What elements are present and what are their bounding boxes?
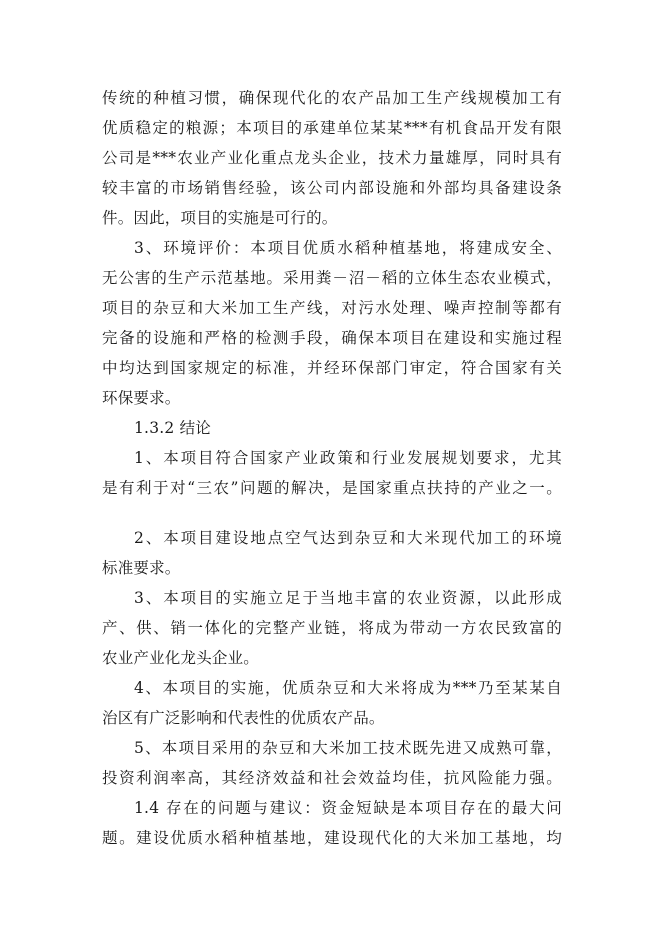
- text-line-13: 1、本项目符合国家产业政策和行业发展规划要求，尤其: [134, 449, 562, 467]
- text-line-4: 较丰富的市场销售经验，该公司内部设施和外部均具备建设条: [102, 179, 562, 197]
- text-line-23: 投资利润率高，其经济效益和社会效益均佳，抗风险能力强。: [102, 769, 562, 787]
- text-line-16: 标准要求。: [102, 559, 181, 577]
- text-line-1: 传统的种植习惯，确保现代化的农产品加工生产线规模加工有: [102, 89, 562, 107]
- text-line-21: 治区有广泛影响和代表性的优质农产品。: [102, 709, 385, 727]
- text-line-19: 农业产业化龙头企业。: [102, 649, 260, 667]
- text-line-22: 5、本项目采用的杂豆和大米加工技术既先进又成熟可靠，: [134, 739, 562, 757]
- text-line-24: 1.4 存在的问题与建议：资金短缺是本项目存在的最大问: [134, 799, 562, 817]
- text-line-8: 项目的杂豆和大米加工生产线，对污水处理、噪声控制等都有: [102, 299, 562, 317]
- text-line-10: 中均达到国家规定的标准，并经环保部门审定，符合国家有关: [102, 359, 562, 377]
- text-line-11: 环保要求。: [102, 389, 181, 407]
- text-line-5: 件。因此，项目的实施是可行的。: [102, 209, 338, 227]
- text-line-2: 优质稳定的粮源；本项目的承建单位某某***有机食品开发有限: [102, 119, 562, 137]
- text-line-3: 公司是***农业产业化重点龙头企业，技术力量雄厚，同时具有: [102, 149, 562, 167]
- section-heading-conclusion: 1.3.2 结论: [134, 419, 211, 437]
- text-line-20: 4、本项目的实施，优质杂豆和大米将成为***乃至某某自: [134, 679, 562, 697]
- text-line-18: 产、供、销一体化的完整产业链，将成为带动一方农民致富的: [102, 619, 562, 637]
- text-line-15: 2、本项目建设地点空气达到杂豆和大米现代加工的环境: [134, 529, 562, 547]
- text-line-6: 3、环境评价：本项目优质水稻种植基地，将建成安全、: [134, 239, 562, 257]
- text-line-17: 3、本项目的实施立足于当地丰富的农业资源，以此形成: [134, 589, 562, 607]
- text-line-14: 是有利于对“三农”问题的解决，是国家重点扶持的产业之一。: [102, 479, 562, 497]
- text-line-25: 题。建设优质水稻种植基地，建设现代化的大米加工基地，均: [102, 829, 562, 847]
- text-line-7: 无公害的生产示范基地。采用粪－沼－稻的立体生态农业模式，: [102, 269, 562, 287]
- text-line-9: 完备的设施和严格的检测手段，确保本项目在建设和实施过程: [102, 329, 562, 347]
